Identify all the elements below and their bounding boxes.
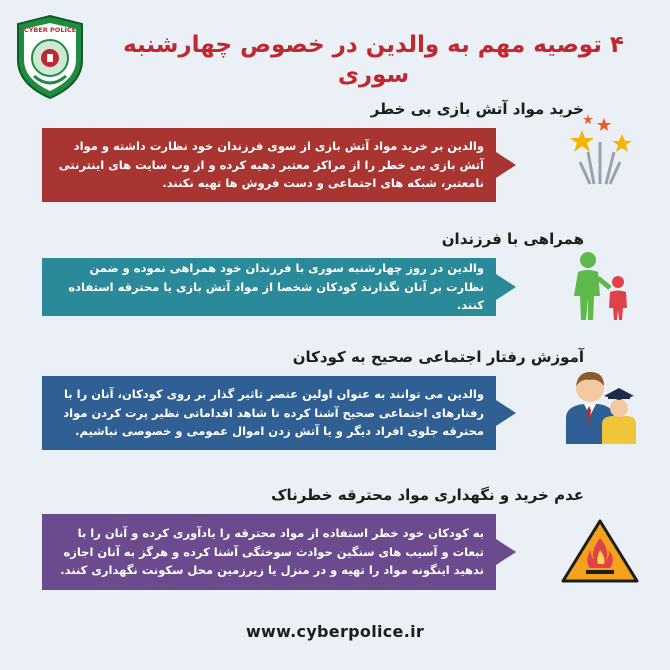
family-icon: [562, 366, 640, 446]
section-2-arrow: [496, 274, 516, 300]
section-3-arrow: [496, 400, 516, 426]
section-2-box: [42, 258, 496, 316]
section-3-text: والدین می توانند به عنوان اولین عنصر تاثیر گذار بر روی کودکان، آنان را با رفتارهای اجتماعی صحیح آشنا کرده تا شاهد اقداماتی نظیر پرت کردن مواد محترقه جلوی افراد دیگر و یا آتش زدن اموال عمومی و خصوصی نباشیم.: [63, 387, 484, 439]
section-4-text: به کودکان خود خطر استفاده از مواد محترقه را یادآوری کرده و آنان را با تبعات و آسیب های سنگین حوادث سوختگی آشنا کرده و هرگز به آنان اجازه ندهید اینگونه مواد را تهیه و در منزل یا زیرزمین محل سکونت نگهداری کنند.: [60, 526, 484, 578]
logo-text: CYBER POLICE: [23, 26, 77, 34]
section-1-arrow: [496, 152, 516, 178]
section-4-box: [42, 514, 496, 590]
section-1-text: والدین بر خرید مواد آتش بازی از سوی فرزندان خود نظارت داشته و مواد آتش بازی بی خطر را از مراکز معتبر دهیه کرده و از وب سایت های اینترنتی نامعتبر، شبکه های اجتماعی و دست فروش ها تهیه نکنند.: [58, 139, 484, 191]
section-1-box: [42, 128, 496, 202]
section-3-box: [42, 376, 496, 450]
section-4-heading: عدم خرید و نگهداری مواد محترقه خطرناک: [271, 486, 584, 504]
section-4-arrow: [496, 539, 516, 565]
section-2-text: والدین در روز چهارشنبه سوری با فرزندان خود همراهی نموده و ضمن نظارت بر آنان نگذارند کودکان شخصا از مواد آتش بازی یا محترقه استفاده کنند.: [68, 261, 484, 313]
fireworks-icon: [560, 112, 640, 192]
parent-child-icon: [560, 248, 640, 324]
cyber-police-logo: [14, 14, 86, 100]
footer-url[interactable]: www.cyberpolice.ir: [245, 622, 425, 641]
fire-warning-icon: [560, 518, 640, 584]
page-title: ۴ توصیه مهم به والدین در خصوص چهارشنبه سوری: [123, 32, 624, 88]
section-2-heading: همراهی با فرزندان: [441, 230, 584, 248]
section-3-heading: آموزش رفتار اجتماعی صحیح به کودکان: [292, 348, 584, 366]
section-1-heading: خرید مواد آتش بازی بی خطر: [370, 100, 584, 118]
